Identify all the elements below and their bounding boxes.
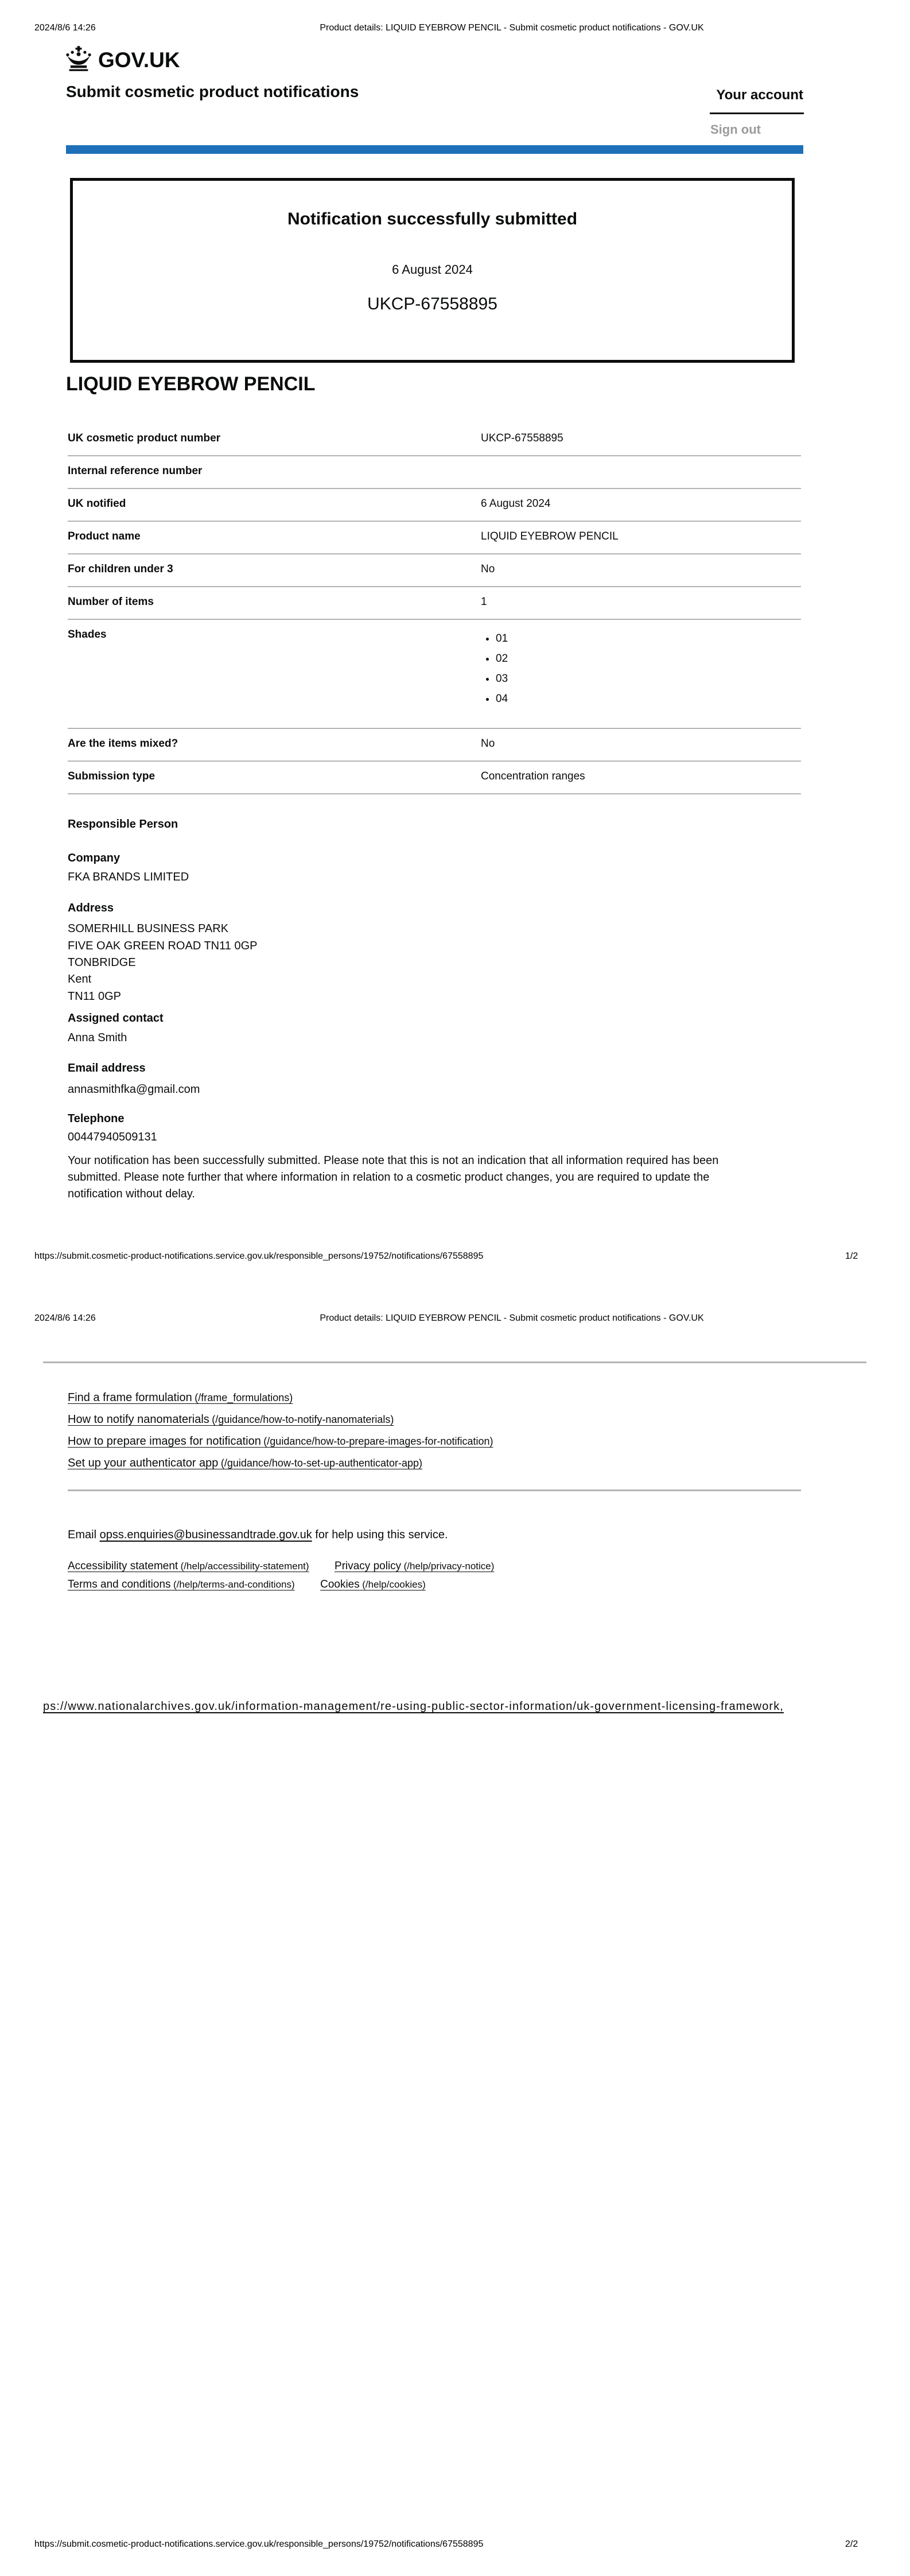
link-path: (/frame_formulations) [195,1392,293,1403]
sign-out-link[interactable]: Sign out [710,122,761,137]
row-label: Submission type [68,770,155,782]
print-footer-url: https://submit.cosmetic-product-notifications.service.gov.uk/responsible_persons/19752/notifications/67558895 [34,1251,484,1261]
help-prefix: Email [68,1528,100,1541]
link-path: (/help/terms-and-conditions) [173,1579,295,1590]
link-text: Terms and conditions [68,1578,171,1590]
email-label: Email address [68,1062,146,1074]
govuk-logo [65,46,180,74]
prepare-images-link[interactable] [68,1435,493,1448]
link-text: Set up your authenticator app [68,1457,219,1469]
notify-nanomaterials-link[interactable] [68,1413,394,1426]
confirmation-panel [70,178,795,363]
link-path: (/help/privacy-notice) [403,1561,495,1572]
row-value: 1 [481,596,487,608]
responsible-person-heading: Responsible Person [68,818,178,831]
help-email-link[interactable]: opss.enquiries@businessandtrade.gov.uk [99,1528,312,1541]
address-line: TN11 0GP [68,990,121,1003]
table-row [68,554,801,587]
print-header-datetime: 2024/8/6 14:26 [34,1313,96,1323]
product-title: LIQUID EYEBROW PENCIL [66,373,316,395]
authenticator-app-link[interactable] [68,1457,422,1470]
link-text: Cookies [320,1578,360,1590]
header-accent-bar [66,145,803,154]
print-footer-page-number: 2/2 [845,2539,858,2549]
shade-item: • 03 [496,669,801,689]
row-value: LIQUID EYEBROW PENCIL [481,530,619,542]
row-label: For children under 3 [68,563,173,575]
accessibility-statement-link[interactable] [68,1560,309,1573]
shade-item: • 02 [496,649,801,669]
table-row [68,522,801,554]
row-value [481,465,801,488]
help-suffix: for help using this service. [312,1528,448,1541]
link-text: How to prepare images for notification [68,1435,261,1448]
row-label: UK notified [68,498,126,510]
assigned-contact-label: Assigned contact [68,1012,164,1025]
row-label: Product name [68,530,141,542]
cookies-link[interactable] [320,1578,426,1591]
shade-item: • 01 [496,629,801,649]
table-row [68,489,801,522]
link-path: (/help/accessibility-statement) [180,1561,309,1572]
table-row [68,762,801,794]
print-header-datetime: 2024/8/6 14:26 [34,23,96,33]
row-value: UKCP-67558895 [481,432,563,444]
address-line: TONBRIDGE [68,956,136,969]
address-label: Address [68,902,114,914]
shade-item: • 04 [496,689,801,709]
section-divider [68,1489,801,1491]
table-row [68,729,801,762]
shades-list [481,629,801,709]
national-archives-licensing-link[interactable]: ps://www.nationalarchives.gov.uk/information-management/re-using-public-sector-information/uk-government-licensing-framework, [43,1700,784,1713]
print-footer-page-number: 1/2 [845,1251,858,1261]
link-path: (/guidance/how-to-set-up-authenticator-app) [220,1457,423,1469]
address-line: FIVE OAK GREEN ROAD TN11 0GP [68,940,258,952]
link-path: (/guidance/how-to-notify-nanomaterials) [212,1414,394,1425]
row-label: UK cosmetic product number [68,432,221,444]
panel-date: 6 August 2024 [392,262,473,277]
panel-title: Notification successfully submitted [287,210,578,228]
your-account-link[interactable]: Your account [716,87,803,103]
row-value: No [481,738,495,750]
assigned-contact-name: Anna Smith [68,1031,127,1044]
service-name: Submit cosmetic product notifications [66,83,359,100]
company-label: Company [68,852,120,864]
link-path: (/guidance/how-to-prepare-images-for-notification) [263,1436,493,1447]
link-text: Privacy policy [335,1560,402,1572]
link-text: Accessibility statement [68,1560,178,1572]
address-line: SOMERHILL BUSINESS PARK [68,922,229,935]
address-line: Kent [68,973,92,986]
section-divider [43,1361,866,1363]
link-text: How to notify nanomaterials [68,1413,209,1426]
submission-note: Your notification has been successfully submitted. Please note that this is not an indication that all information required has been submitted. Please note further that where information in relation to a cosmetic product changes, you are required to update the notification without delay. [68,1154,719,1200]
link-text: Find a frame formulation [68,1391,192,1404]
table-row-shades [68,620,801,729]
table-row [68,587,801,620]
print-footer-url: https://submit.cosmetic-product-notifications.service.gov.uk/responsible_persons/19752/notifications/67558895 [34,2539,484,2549]
terms-and-conditions-link[interactable] [68,1578,295,1591]
row-label: Are the items mixed? [68,738,178,750]
email-value: annasmithfka@gmail.com [68,1083,200,1096]
panel-reference-number: UKCP-67558895 [367,294,497,313]
crown-icon [65,46,92,74]
company-name: FKA BRANDS LIMITED [68,871,189,883]
row-value: 6 August 2024 [481,498,551,510]
row-label: Internal reference number [68,465,203,477]
link-path: (/help/cookies) [362,1579,426,1590]
row-label: Number of items [68,596,154,608]
row-value: Concentration ranges [481,770,585,782]
row-label: Shades [68,629,107,641]
product-details-table [68,424,801,794]
telephone-label: Telephone [68,1112,125,1125]
privacy-policy-link[interactable] [335,1560,494,1573]
print-header-title: Product details: LIQUID EYEBROW PENCIL - Submit cosmetic product notifications - GOV.UK [320,23,704,33]
row-value [481,629,801,728]
print-header-title: Product details: LIQUID EYEBROW PENCIL - Submit cosmetic product notifications - GOV.UK [320,1313,704,1323]
footer-links-row [68,1578,449,1591]
footer-links-row [68,1560,517,1573]
table-row [68,456,801,489]
row-value: No [481,563,495,575]
govuk-logo-text: GOV.UK [98,48,180,72]
table-row [68,424,801,456]
help-line [68,1528,448,1542]
account-link-underline [710,112,804,114]
telephone-value: 00447940509131 [68,1131,157,1143]
frame-formulation-link[interactable] [68,1391,293,1405]
